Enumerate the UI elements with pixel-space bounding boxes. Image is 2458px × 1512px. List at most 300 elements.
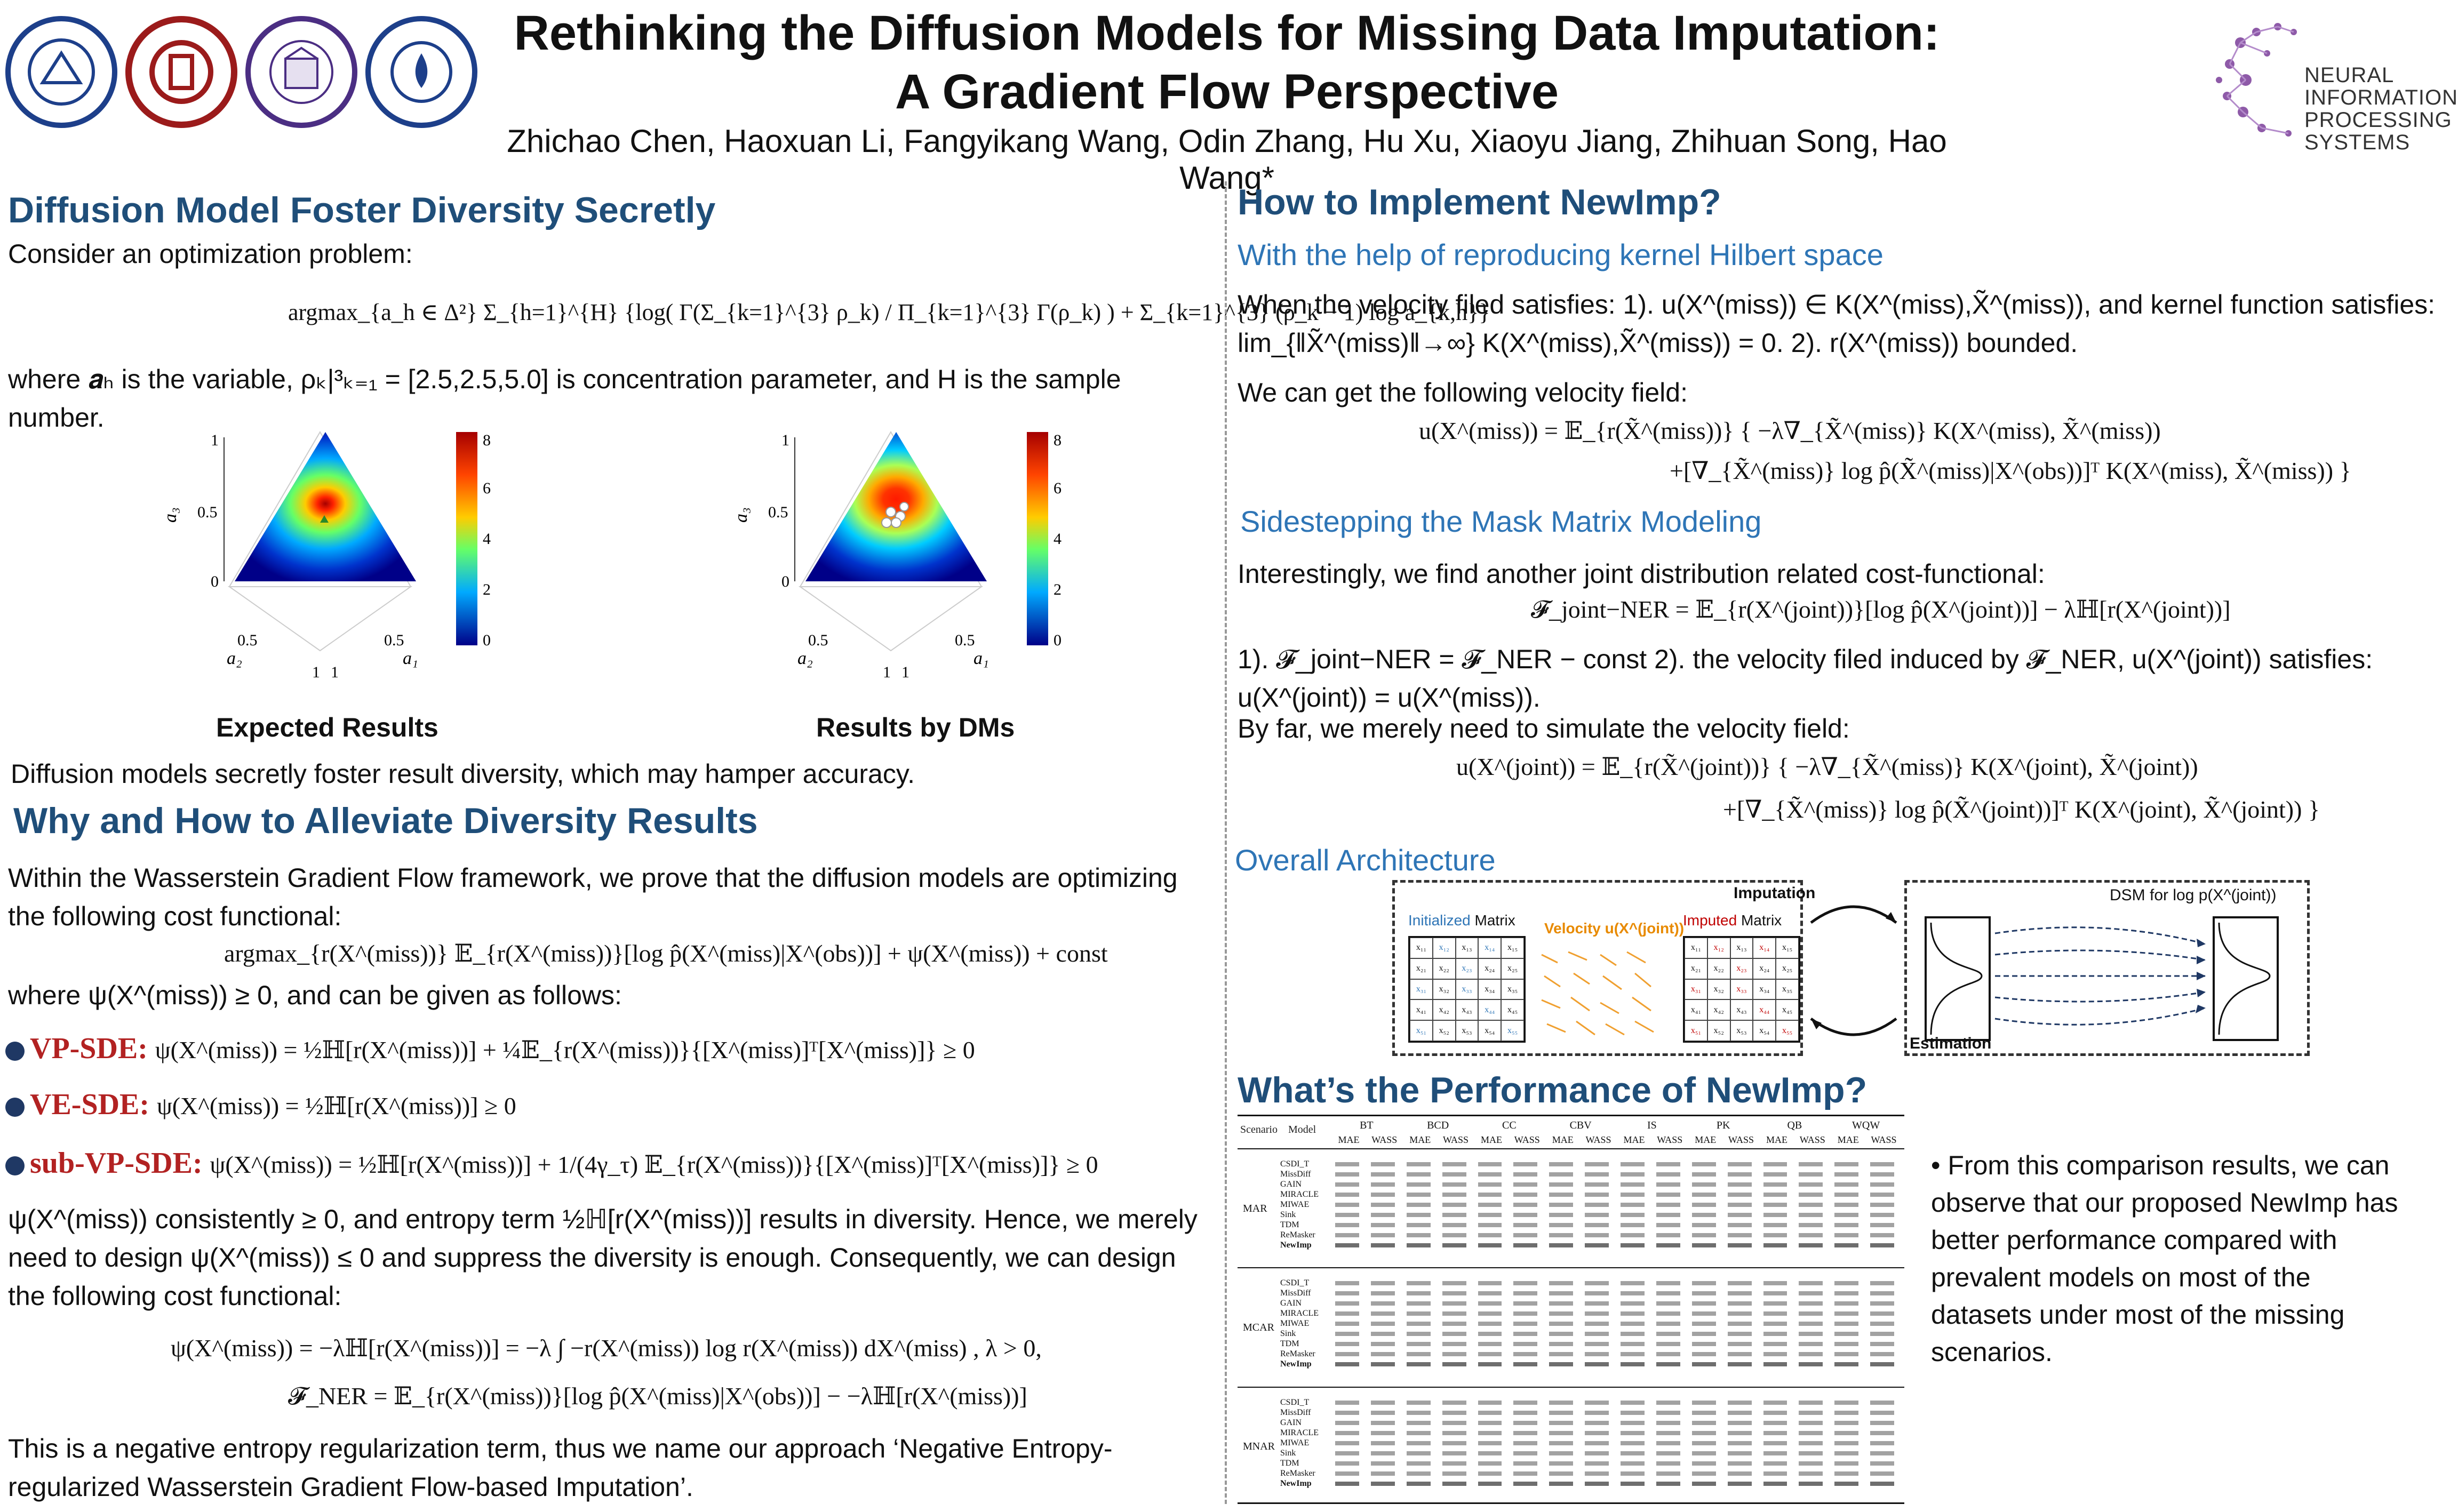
table-cell: [1692, 1291, 1716, 1295]
table-cell: [1656, 1342, 1680, 1346]
velocity-field-equation-line1: u(X^(miss)) = 𝔼_{r(X̃^(miss))} { −λ∇_{X̃^(miss)} K(X^(miss), X̃^(miss)): [1419, 417, 2161, 444]
table-cell: [1870, 1162, 1894, 1166]
table-cell: [1870, 1243, 1894, 1247]
table-cell: [1834, 1322, 1858, 1326]
table-cell: [1834, 1223, 1858, 1227]
table-cell: [1442, 1193, 1466, 1197]
table-cell: [1621, 1471, 1645, 1476]
table-cell: [1621, 1182, 1645, 1187]
velocity-label: Velocity u(X^(joint)): [1544, 920, 1685, 937]
table-cell: [1513, 1362, 1537, 1366]
table-cell: [1478, 1322, 1502, 1326]
table-cell: [1442, 1451, 1466, 1455]
matrix-cell: x₂₁: [1685, 958, 1707, 979]
table-cell: [1549, 1401, 1573, 1405]
table-cell: [1371, 1451, 1395, 1455]
table-cell: [1834, 1431, 1858, 1435]
table-cell: [1442, 1281, 1466, 1285]
bullet-icon: [5, 1042, 25, 1061]
matrix-cell: x₁₂: [1707, 938, 1730, 958]
metric-header: MAE: [1837, 1134, 1859, 1145]
table-cell: [1335, 1301, 1359, 1306]
table-cell: [1692, 1203, 1716, 1207]
table-cell: [1656, 1421, 1680, 1425]
table-cell: [1442, 1162, 1466, 1166]
table-cell: [1621, 1311, 1645, 1316]
imputation-label: Imputation: [1734, 884, 1816, 902]
joint-velocity-equation-line1: u(X^(joint)) = 𝔼_{r(X̃^(joint))} { −λ∇_{X̃^(miss)} K(X^(joint), X̃^(joint)): [1456, 753, 2198, 780]
table-cell: [1799, 1301, 1823, 1306]
table-cell: [1799, 1441, 1823, 1445]
sec3-paragraph3: Interestingly, we find another joint distribution related cost-functional:: [1238, 559, 2045, 589]
table-cell: [1549, 1332, 1573, 1336]
sec2-paragraph4: This is a negative entropy regularization term, thus we name our approach ‘Negative Entropy-regularized Wasserstein Gradient Flow-based Imputation’.: [8, 1434, 1113, 1502]
metric-header: WASS: [1371, 1134, 1398, 1145]
table-cell: [1585, 1243, 1609, 1247]
model-name: MIWAE: [1280, 1200, 1310, 1209]
table-cell: [1728, 1332, 1752, 1336]
table-cell: [1834, 1243, 1858, 1247]
table-cell: [1870, 1193, 1894, 1197]
table-cell: [1478, 1441, 1502, 1445]
table-cell: [1371, 1301, 1395, 1306]
table-cell: [1692, 1482, 1716, 1486]
table-cell: [1407, 1471, 1431, 1476]
matrix-cell: x₅₄: [1753, 1020, 1776, 1041]
model-name: GAIN: [1280, 1180, 1302, 1189]
table-cell: [1692, 1281, 1716, 1285]
table-cell: [1870, 1482, 1894, 1486]
table-cell: [1834, 1193, 1858, 1197]
cost-functional-equation: argmax_{r(X^(miss))} 𝔼_{r(X^(miss))}[log p̂(X^(miss)|X^(obs))] + ψ(X^(miss)) + const: [224, 940, 1108, 967]
table-cell: [1692, 1311, 1716, 1316]
table-cell: [1513, 1203, 1537, 1207]
table-cell: [1585, 1233, 1609, 1237]
matrix-cell: x₄₃: [1730, 999, 1753, 1020]
table-cell: [1407, 1342, 1431, 1346]
table-cell: [1656, 1233, 1680, 1237]
ner-functional-equation: 𝓕_NER = 𝔼_{r(X^(miss))}[log p̂(X^(miss)|X^(obs))] − −λℍ[r(X^(miss))]: [288, 1382, 1027, 1410]
table-cell: [1799, 1342, 1823, 1346]
matrix-cell: x₅₅: [1776, 1020, 1799, 1041]
table-cell: [1442, 1401, 1466, 1405]
table-cell: [1407, 1311, 1431, 1316]
table-cell: [1834, 1172, 1858, 1177]
imputed-matrix: [1683, 936, 1800, 1043]
table-cell: [1478, 1301, 1502, 1306]
table-cell: [1549, 1431, 1573, 1435]
table-cell: [1834, 1421, 1858, 1425]
matrix-cell: x₁₄: [1478, 938, 1501, 958]
table-cell: [1585, 1421, 1609, 1425]
table-cell: [1692, 1411, 1716, 1415]
table-cell: [1478, 1233, 1502, 1237]
table-cell: [1513, 1301, 1537, 1306]
matrix-cell: x₂₁: [1410, 958, 1433, 979]
table-cell: [1692, 1213, 1716, 1217]
table-cell: [1763, 1441, 1787, 1445]
svg-text:0.5: 0.5: [768, 503, 788, 521]
svg-text:8: 8: [483, 431, 491, 449]
neurips-wordmark: NEURAL INFORMATION PROCESSING SYSTEMS: [2304, 63, 2458, 154]
table-cell: [1656, 1451, 1680, 1455]
table-cell: [1656, 1461, 1680, 1466]
table-cell: [1549, 1301, 1573, 1306]
table-cell: [1656, 1322, 1680, 1326]
table-cell: [1728, 1342, 1752, 1346]
table-cell: [1870, 1401, 1894, 1405]
table-cell: [1728, 1451, 1752, 1455]
table-cell: [1549, 1322, 1573, 1326]
table-cell: [1442, 1311, 1466, 1316]
table-cell: [1335, 1451, 1359, 1455]
dsm-label: DSM for log p(X^(joint)): [2110, 886, 2277, 904]
table-cell: [1335, 1421, 1359, 1425]
table-cell: [1442, 1461, 1466, 1466]
table-cell: [1656, 1281, 1680, 1285]
svg-text:0: 0: [483, 631, 491, 649]
matrix-cell: x₅₁: [1685, 1020, 1707, 1041]
dataset-header: WQW: [1852, 1119, 1880, 1131]
table-cell: [1549, 1291, 1573, 1295]
value-grid: [1331, 1397, 1902, 1489]
cycle-arrows-icon: [1806, 891, 1902, 1051]
table-cell: [1728, 1172, 1752, 1177]
table-cell: [1621, 1203, 1645, 1207]
table-cell: [1371, 1362, 1395, 1366]
table-cell: [1371, 1291, 1395, 1295]
matrix-cell: x₃₁: [1685, 979, 1707, 1000]
table-cell: [1870, 1213, 1894, 1217]
table-cell: [1513, 1471, 1537, 1476]
table-cell: [1549, 1281, 1573, 1285]
table-cell: [1335, 1291, 1359, 1295]
svg-text:1: 1: [312, 663, 320, 681]
table-cell: [1585, 1172, 1609, 1177]
table-cell: [1513, 1233, 1537, 1237]
table-cell: [1799, 1411, 1823, 1415]
joint-velocity-equation-line2: +[∇_{X̃^(miss)} log p̂(X̃^(joint))]ᵀ K(X^(joint), X̃^(joint)) }: [1723, 796, 2320, 823]
table-cell: [1335, 1362, 1359, 1366]
table-cell: [1763, 1281, 1787, 1285]
model-name: TDM: [1280, 1220, 1299, 1229]
table-cell: [1799, 1311, 1823, 1316]
table-cell: [1692, 1223, 1716, 1227]
metric-header: MAE: [1480, 1134, 1502, 1145]
column-divider: [1225, 181, 1227, 1504]
table-cell: [1656, 1182, 1680, 1187]
table-cell: [1799, 1203, 1823, 1207]
table-cell: [1549, 1342, 1573, 1346]
table-cell: [1621, 1291, 1645, 1295]
table-cell: [1585, 1193, 1609, 1197]
svg-text:0.5: 0.5: [237, 631, 258, 649]
model-name: TDM: [1280, 1458, 1299, 1468]
table-cell: [1799, 1162, 1823, 1166]
table-cell: [1371, 1203, 1395, 1207]
scenario-label: MAR: [1243, 1202, 1267, 1214]
subtitle-rkhs: With the help of reproducing kernel Hilbert space: [1238, 238, 1884, 271]
model-name: MIRACLE: [1280, 1190, 1319, 1199]
table-cell: [1621, 1352, 1645, 1356]
table-cell: [1834, 1182, 1858, 1187]
sec2-paragraph1: Within the Wasserstein Gradient Flow framework, we prove that the diffusion models are optimizing the following cost functional:: [8, 863, 1178, 931]
table-cell: [1549, 1172, 1573, 1177]
value-grid: [1331, 1159, 1902, 1250]
model-name: Sink: [1280, 1210, 1296, 1219]
poster-header: [0, 0, 2458, 196]
table-cell: [1513, 1342, 1537, 1346]
table-cell: [1335, 1193, 1359, 1197]
table-cell: [1692, 1162, 1716, 1166]
matrix-cell: x₁₃: [1456, 938, 1479, 958]
table-cell: [1549, 1411, 1573, 1415]
table-cell: [1621, 1322, 1645, 1326]
table-cell: [1728, 1311, 1752, 1316]
table-cell: [1834, 1233, 1858, 1237]
table-cell: [1585, 1213, 1609, 1217]
matrix-cell: x₃₃: [1456, 979, 1479, 1000]
matrix-cell: x₁₅: [1501, 938, 1524, 958]
table-cell: [1763, 1431, 1787, 1435]
matrix-cell: x₅₂: [1433, 1020, 1456, 1041]
table-cell: [1442, 1203, 1466, 1207]
table-cell: [1549, 1193, 1573, 1197]
model-name: NewImp: [1280, 1478, 1312, 1488]
table-cell: [1585, 1411, 1609, 1415]
table-cell: [1371, 1213, 1395, 1217]
model-name: CSDI_T: [1280, 1159, 1310, 1169]
table-cell: [1763, 1342, 1787, 1346]
table-cell: [1478, 1421, 1502, 1425]
table-cell: [1799, 1461, 1823, 1466]
model-name: NewImp: [1280, 1241, 1312, 1250]
table-cell: [1371, 1182, 1395, 1187]
matrix-cell: x₁₄: [1753, 938, 1776, 958]
table-cell: [1442, 1182, 1466, 1187]
svg-text:a₂: a₂: [227, 649, 242, 668]
dataset-header: CC: [1502, 1119, 1517, 1131]
svg-text:a₃: a₃: [161, 507, 180, 523]
table-cell: [1656, 1291, 1680, 1295]
table-cell: [1621, 1362, 1645, 1366]
table-cell: [1407, 1193, 1431, 1197]
table-cell: [1763, 1461, 1787, 1466]
table-cell: [1585, 1471, 1609, 1476]
table-cell: [1799, 1233, 1823, 1237]
model-name: MIRACLE: [1280, 1428, 1319, 1437]
author-list: Zhichao Chen, Haoxuan Li, Fangyikang Wang, Odin Zhang, Hu Xu, Xiaoyu Jiang, Zhihuan Song, Hao Wang*: [507, 123, 1947, 196]
table-cell: [1335, 1233, 1359, 1237]
table-cell: [1371, 1243, 1395, 1247]
table-cell: [1621, 1441, 1645, 1445]
sec3-paragraph5: By far, we merely need to simulate the velocity field:: [1238, 714, 1850, 743]
table-cell: [1656, 1482, 1680, 1486]
table-cell: [1585, 1203, 1609, 1207]
matrix-cell: x₂₃: [1730, 958, 1753, 979]
table-cell: [1335, 1332, 1359, 1336]
table-cell: [1656, 1471, 1680, 1476]
section-title-performance: What’s the Performance of NewImp?: [1238, 1070, 1868, 1110]
table-cell: [1371, 1193, 1395, 1197]
architecture-diagram: [1392, 880, 2310, 1061]
table-cell: [1656, 1243, 1680, 1247]
table-cell: [1549, 1451, 1573, 1455]
table-cell: [1442, 1431, 1466, 1435]
matrix-cell: x₂₃: [1456, 958, 1479, 979]
table-cell: [1621, 1482, 1645, 1486]
table-cell: [1692, 1182, 1716, 1187]
table-cell: [1692, 1301, 1716, 1306]
dataset-header: IS: [1647, 1119, 1657, 1131]
table-cell: [1407, 1243, 1431, 1247]
table-cell: [1834, 1213, 1858, 1217]
svg-text:0: 0: [211, 573, 219, 590]
table-cell: [1834, 1441, 1858, 1445]
table-cell: [1478, 1431, 1502, 1435]
table-cell: [1371, 1471, 1395, 1476]
table-cell: [1621, 1213, 1645, 1217]
negative-entropy-equation: ψ(X^(miss)) = −λℍ[r(X^(miss))] = −λ ∫ −r(X^(miss)) log r(X^(miss)) dX^(miss) , λ > 0,: [171, 1334, 1042, 1362]
table-cell: [1763, 1352, 1787, 1356]
table-cell: [1763, 1451, 1787, 1455]
table-cell: [1728, 1243, 1752, 1247]
model-list: [1280, 1159, 1319, 1250]
performance-conclusion: • From this comparison results, we can observe that our proposed NewImp has better performance compared with prevalent models on most of the datasets under most of the missing scenarios.: [1931, 1150, 2398, 1367]
table-cell: [1335, 1203, 1359, 1207]
table-cell: [1442, 1482, 1466, 1486]
metric-header: MAE: [1552, 1134, 1574, 1145]
table-cell: [1870, 1322, 1894, 1326]
table-cell: [1799, 1451, 1823, 1455]
table-cell: [1799, 1193, 1823, 1197]
table-cell: [1656, 1172, 1680, 1177]
table-cell: [1549, 1233, 1573, 1237]
table-cell: [1513, 1401, 1537, 1405]
table-cell: [1335, 1461, 1359, 1466]
table-cell: [1763, 1362, 1787, 1366]
table-body: [1238, 1148, 1904, 1506]
svg-text:1: 1: [331, 663, 339, 681]
university-seal-icon: [261, 32, 341, 112]
section-title-alleviate: Why and How to Alleviate Diversity Results: [13, 801, 758, 841]
table-cell: [1799, 1482, 1823, 1486]
table-cell: [1407, 1332, 1431, 1336]
table-cell: [1407, 1482, 1431, 1486]
table-cell: [1371, 1172, 1395, 1177]
table-cell: [1407, 1461, 1431, 1466]
matrix-cell: x₄₄: [1753, 999, 1776, 1020]
table-cell: [1585, 1401, 1609, 1405]
matrix-cell: x₂₅: [1501, 958, 1524, 979]
table-cell: [1870, 1411, 1894, 1415]
table-cell: [1371, 1162, 1395, 1166]
svg-text:0: 0: [781, 573, 789, 590]
table-cell: [1549, 1482, 1573, 1486]
table-cell: [1621, 1332, 1645, 1336]
matrix-cell: x₂₄: [1753, 958, 1776, 979]
table-cell: [1513, 1451, 1537, 1455]
svg-text:a₃: a₃: [731, 507, 751, 523]
model-name: Sink: [1280, 1448, 1296, 1458]
table-cell: [1513, 1352, 1537, 1356]
table-cell: [1834, 1461, 1858, 1466]
table-cell: [1692, 1401, 1716, 1405]
matrix-cell: x₄₁: [1685, 999, 1707, 1020]
petroleum-university-logo: [365, 16, 477, 128]
table-cell: [1799, 1362, 1823, 1366]
table-cell: [1407, 1281, 1431, 1285]
table-cell: [1549, 1441, 1573, 1445]
dm-results-figure: [725, 421, 1110, 683]
table-cell: [1763, 1291, 1787, 1295]
table-cell: [1371, 1431, 1395, 1435]
model-name: ReMasker: [1280, 1468, 1315, 1478]
table-cell: [1407, 1431, 1431, 1435]
table-cell: [1621, 1223, 1645, 1227]
scenario-block: [1238, 1267, 1904, 1386]
table-cell: [1621, 1431, 1645, 1435]
table-cell: [1834, 1401, 1858, 1405]
table-cell: [1763, 1203, 1787, 1207]
scenario-block: [1238, 1148, 1904, 1267]
table-cell: [1371, 1482, 1395, 1486]
table-cell: [1549, 1162, 1573, 1166]
table-cell: [1834, 1342, 1858, 1346]
table-cell: [1407, 1182, 1431, 1187]
table-cell: [1870, 1172, 1894, 1177]
table-cell: [1656, 1431, 1680, 1435]
table-cell: [1335, 1243, 1359, 1247]
table-cell: [1870, 1441, 1894, 1445]
sec1-where: where 𝒂ₕ is the variable, ρₖ|³ₖ₌₁ = [2.5,2.5,5.0] is concentration parameter, and H is the sample number.: [8, 364, 1121, 433]
table-cell: [1621, 1461, 1645, 1466]
table-cell: [1834, 1451, 1858, 1455]
svg-text:1: 1: [781, 431, 789, 449]
table-cell: [1478, 1203, 1502, 1207]
table-cell: [1407, 1441, 1431, 1445]
table-cell: [1442, 1421, 1466, 1425]
scenario-block: [1238, 1387, 1904, 1506]
table-cell: [1799, 1431, 1823, 1435]
svg-text:4: 4: [1054, 530, 1062, 548]
table-cell: [1799, 1281, 1823, 1285]
table-cell: [1621, 1301, 1645, 1306]
table-cell: [1371, 1461, 1395, 1466]
model-name: TDM: [1280, 1339, 1299, 1349]
table-cell: [1407, 1362, 1431, 1366]
metric-header: WASS: [1728, 1134, 1754, 1145]
dataset-header: BCD: [1427, 1119, 1449, 1131]
table-cell: [1407, 1401, 1431, 1405]
model-name: MIRACLE: [1280, 1309, 1319, 1318]
table-cell: [1513, 1411, 1537, 1415]
table-cell: [1870, 1182, 1894, 1187]
table-cell: [1834, 1162, 1858, 1166]
table-cell: [1585, 1451, 1609, 1455]
expected-results-caption: Expected Results: [216, 713, 438, 742]
table-cell: [1728, 1182, 1752, 1187]
table-cell: [1513, 1281, 1537, 1285]
table-cell: [1478, 1482, 1502, 1486]
table-cell: [1728, 1421, 1752, 1425]
table-cell: [1585, 1332, 1609, 1336]
bullet-ve-sde: VE-SDE: ψ(X^(miss)) = ½ℍ[r(X^(miss))] ≥ 0: [5, 1085, 1211, 1125]
svg-text:0: 0: [1054, 631, 1062, 649]
table-cell: [1442, 1213, 1466, 1217]
metric-header: WASS: [1443, 1134, 1469, 1145]
table-cell: [1442, 1411, 1466, 1415]
